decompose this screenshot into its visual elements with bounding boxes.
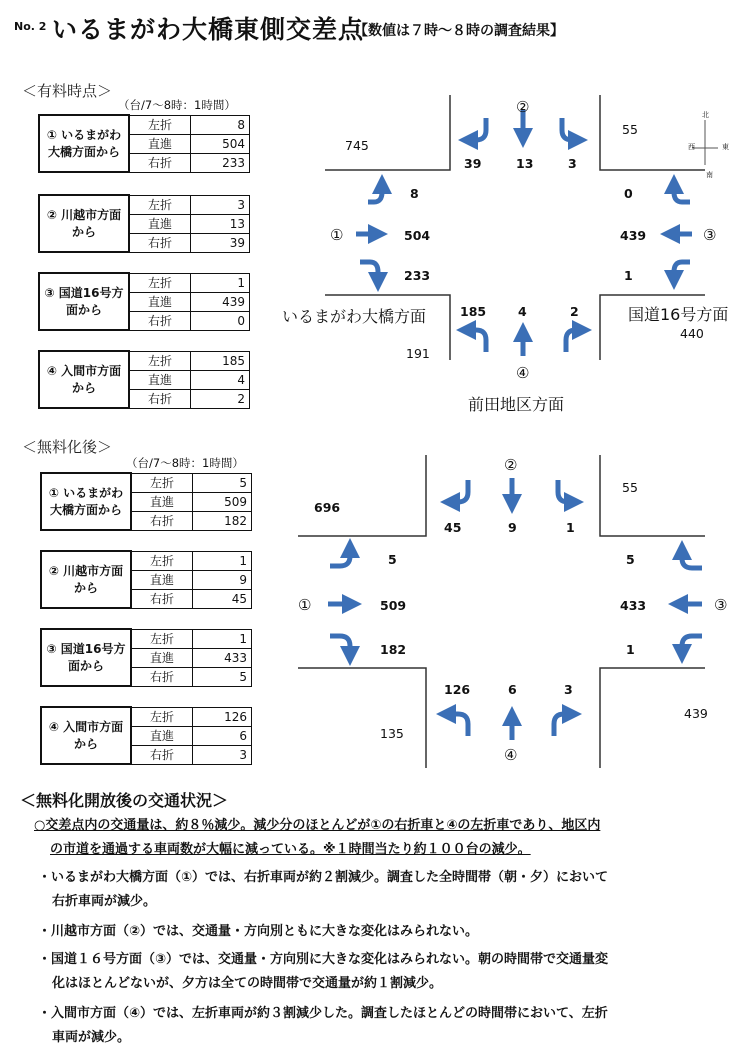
compass-n: 北 [702,111,709,119]
w-left: 8 [410,186,419,201]
e-label: ③ [703,226,717,244]
n-label: ② [504,456,518,474]
sw-total: 135 [380,726,404,741]
volume-value: 185 [191,351,250,370]
volume-value: 1 [193,629,252,648]
bullet-line: ・いるまがわ大橋方面（①）では、右折車両が約２割減少。調査した全時間帯（朝・夕）において [38,870,609,885]
volume-value: 6 [193,726,252,745]
w-right: 182 [380,642,407,657]
direction-label: 左折 [129,273,191,292]
se-total: 439 [684,706,708,721]
direction-label: 左折 [129,195,191,214]
w-left: 5 [388,552,397,567]
direction-label: 左折 [131,707,193,726]
s-right: 2 [570,304,579,319]
summary-text-1: ○交差点内の交通量は、約８％減少。減少分のほとんどが①の右折車と④の左折車であり、地区内 [34,818,601,833]
se-total: 440 [680,326,704,341]
source-label: ② 川越市方面から [39,195,129,252]
direction-label: 左折 [131,473,193,492]
after-unit: （台/7～8時：1時間） [126,456,244,470]
n-right: 3 [568,156,577,171]
west-arrows [328,548,352,656]
e-left: 5 [626,552,635,567]
direction-label: 右折 [129,389,191,408]
direction-label: 右折 [129,233,191,252]
before-table-4 [38,350,250,409]
source-label: ④ 入間市方面から [41,707,131,764]
direction-label: 右折 [129,153,191,172]
direction-label: 左折 [131,551,193,570]
nw-total: 696 [314,500,341,515]
nw-total: 745 [345,138,369,153]
direction-label: 右折 [131,589,193,608]
volume-value: 3 [193,745,252,764]
volume-value: 5 [193,667,252,686]
page-subtitle: 【数値は７時～８時の調査結果】 [354,23,564,39]
before-heading: ＜有料時点＞ [22,82,113,100]
volume-value: 439 [191,292,250,311]
direction-label: 直進 [129,214,191,233]
volume-value: 182 [193,511,252,530]
e-left: 0 [624,186,633,201]
volume-value: 1 [191,273,250,292]
bullet-line: 化はほとんどないが、夕方は全ての時間帯で交通量が約１割減少。 [52,976,443,991]
west-arrows [356,184,382,282]
bullet-line: 右折車両が減少。 [52,894,157,909]
east-arrows [678,550,702,654]
before-table-1 [38,114,250,173]
direction-label: 直進 [131,648,193,667]
source-label: ② 川越市方面から [41,551,131,608]
source-label: ③ 国道16号方面から [39,273,129,330]
s-label: ④ [516,364,530,382]
volume-value: 3 [191,195,250,214]
after-table-2 [40,550,252,609]
e-straight: 439 [620,228,647,243]
w-straight: 504 [404,228,431,243]
arrow-n-right [562,118,578,140]
w-label: ① [298,596,312,614]
volume-value: 13 [191,214,250,233]
place-west: いるまがわ大橋方面 [282,307,427,326]
volume-value: 233 [191,153,250,172]
s-label: ④ [504,746,518,764]
n-left: 39 [464,156,482,171]
n-straight: 13 [516,156,534,171]
after-table-4 [40,706,252,765]
volume-value: 8 [191,115,250,134]
before-table-2 [38,194,250,253]
w-straight: 509 [380,598,407,613]
place-east: 国道16号方面 [628,305,729,324]
e-straight: 433 [620,598,647,613]
direction-label: 直進 [131,492,193,511]
n-label: ② [516,98,530,116]
volume-value: 509 [193,492,252,511]
source-label: ④ 入間市方面から [39,351,129,408]
s-left: 185 [460,304,487,319]
volume-value: 1 [193,551,252,570]
after-heading: ＜無料化後＞ [22,438,113,456]
page-title: いるまがわ大橋東側交差点 [52,15,365,44]
compass-icon [692,120,718,165]
arrow-n-left [468,118,486,140]
n-left: 45 [444,520,462,535]
volume-value: 4 [191,370,250,389]
compass-s: 南 [706,171,713,179]
volume-value: 0 [191,311,250,330]
n-right: 1 [566,520,575,535]
before-unit: （台/7～8時：1時間） [118,98,236,112]
summary-line-2 [50,838,750,862]
bullet-line: ・入間市方面（④）では、左折車両が約３割減少した。調査したほとんどの時間帯において、左折 [38,1006,608,1021]
sw-total: 191 [406,346,430,361]
ne-total: 55 [622,122,638,137]
after-table-3 [40,628,252,687]
bullet-line: ・川越市方面（②）では、交通量・方向別ともに大きな変化はみられない。 [38,924,479,939]
intersection-diagram-after [290,450,745,780]
volume-value: 9 [193,570,252,589]
volume-value: 45 [193,589,252,608]
direction-label: 左折 [129,351,191,370]
before-table-3 [38,272,250,331]
after-table-1 [40,472,252,531]
ne-total: 55 [622,480,638,495]
bullet-line: 車両が減少。 [52,1030,131,1045]
direction-label: 右折 [131,667,193,686]
direction-label: 直進 [129,370,191,389]
volume-value: 433 [193,648,252,667]
direction-label: 左折 [131,629,193,648]
e-right: 1 [624,268,633,283]
volume-value: 126 [193,707,252,726]
direction-label: 右折 [129,311,191,330]
direction-label: 直進 [131,570,193,589]
direction-label: 右折 [131,511,193,530]
east-arrows [670,184,692,280]
w-right: 233 [404,268,431,283]
source-label: ③ 国道16号方面から [41,629,131,686]
direction-label: 左折 [129,115,191,134]
direction-label: 直進 [129,292,191,311]
source-label: ① いるまがわ大橋方面から [39,115,129,172]
summary-line-1 [34,814,734,838]
w-label: ① [330,226,344,244]
direction-label: 右折 [131,745,193,764]
s-straight: 4 [518,304,527,319]
s-straight: 6 [508,682,517,697]
direction-label: 直進 [131,726,193,745]
volume-value: 39 [191,233,250,252]
summary-text-2: の市道を通過する車両数が大幅に減っている。※１時間当たり約１００台の減少。 [50,842,531,857]
source-label: ① いるまがわ大橋方面から [41,473,131,530]
volume-value: 2 [191,389,250,408]
n-straight: 9 [508,520,517,535]
volume-value: 5 [193,473,252,492]
compass-e: 東 [722,143,729,151]
direction-label: 直進 [129,134,191,153]
south-arrows [466,330,582,356]
volume-value: 504 [191,134,250,153]
e-label: ③ [714,596,728,614]
document-number: No. 2 [14,20,47,33]
south-arrows [446,714,572,740]
bullet-line: ・国道１６号方面（③）では、交通量・方向別に大きな変化はみられない。朝の時間帯で交通量変 [38,952,609,967]
e-right: 1 [626,642,635,657]
north-arrows [450,478,574,504]
s-right: 3 [564,682,573,697]
place-south: 前田地区方面 [468,395,565,414]
compass-w: 西 [688,143,695,151]
status-heading: ＜無料化開放後の交通状況＞ [20,791,229,810]
s-left: 126 [444,682,471,697]
